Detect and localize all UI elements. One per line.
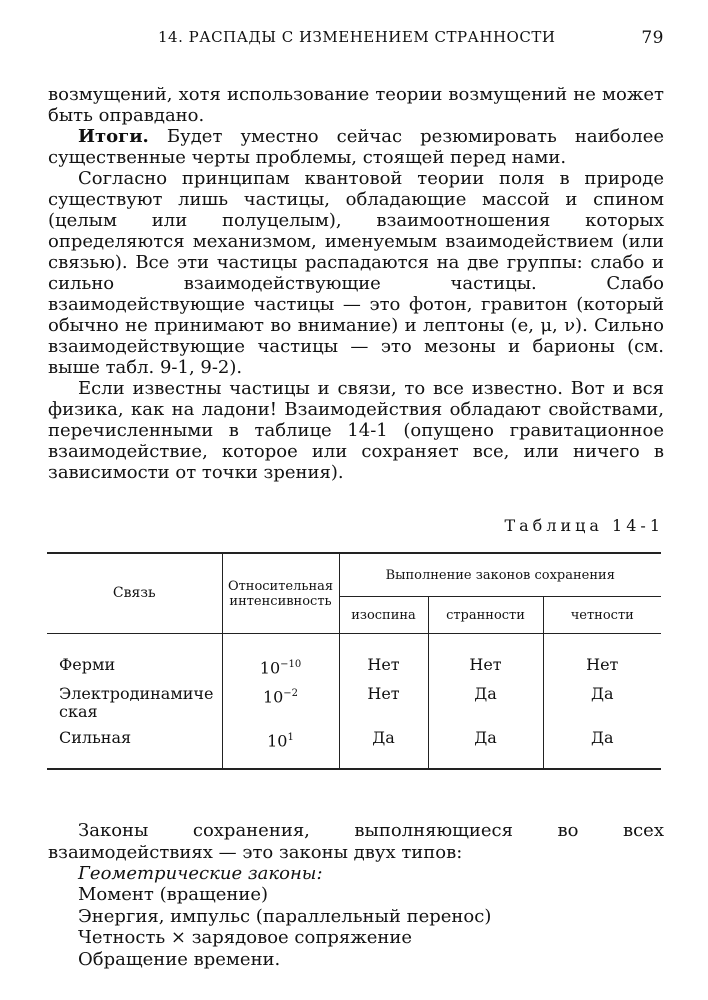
conservation-heading: Геометрические законы: bbox=[78, 863, 323, 884]
summary-heading: Итоги. bbox=[78, 126, 149, 147]
page-number: 79 bbox=[641, 28, 664, 48]
table-caption: Таблица 14-1 bbox=[504, 516, 664, 535]
running-header bbox=[48, 28, 664, 52]
paragraph-continuation: возмущений, хотя использование теории возмущений не может быть оправдано. bbox=[48, 84, 664, 126]
header-conservation: Выполнение законов сохранения bbox=[339, 554, 661, 597]
row-intensity: $10^{-10}$ bbox=[222, 634, 339, 682]
row-parity: Нет bbox=[543, 634, 661, 682]
chapter-title: 14. РАСПАДЫ С ИЗМЕНЕНИЕМ СТРАННОСТИ bbox=[158, 28, 556, 46]
conservation-intro: Законы сохранения, выполняющиеся во всех взаимодействиях — это законы двух типов: bbox=[48, 820, 664, 863]
table-row bbox=[47, 634, 661, 682]
row-parity: Да bbox=[543, 725, 661, 768]
table-row bbox=[47, 681, 661, 725]
row-isospin: Да bbox=[339, 725, 428, 768]
conservation-item: Энергия, импульс (параллельный перенос) bbox=[78, 906, 492, 927]
row-name: Сильная bbox=[59, 728, 132, 748]
row-intensity: $10^1$ bbox=[222, 725, 339, 768]
header-intensity: Относительная интенсивность bbox=[222, 554, 339, 634]
row-strangeness: Нет bbox=[428, 634, 543, 682]
row-parity: Да bbox=[543, 681, 661, 725]
conservation-item: Момент (вращение) bbox=[78, 884, 269, 905]
row-strangeness: Да bbox=[428, 725, 543, 768]
conservation-item: Четность × зарядовое сопряжение bbox=[78, 927, 413, 948]
row-name: Электродинамическая bbox=[59, 684, 214, 722]
paragraph-physics: Если известны частицы и связи, то все известно. Вот и вся физика, как на ладони! Взаимодействия обладают свойствами, перечисленными в таблице 14-1 (опущено гравитационное взаимодействие, которое или сохраняет все, или ничего в зависимости от точки зрения). bbox=[48, 378, 664, 483]
row-intensity: $10^{-2}$ bbox=[222, 681, 339, 725]
table-row bbox=[47, 725, 661, 768]
header-coupling: Связь bbox=[47, 554, 222, 634]
paragraph-summary bbox=[48, 126, 664, 168]
row-name: Ферми bbox=[59, 655, 116, 674]
header-parity: четности bbox=[543, 597, 661, 634]
row-isospin: Нет bbox=[339, 634, 428, 682]
interaction-table bbox=[47, 552, 661, 770]
conservation-item: Обращение времени. bbox=[78, 949, 281, 970]
header-isospin: изоспина bbox=[339, 597, 428, 634]
row-isospin: Нет bbox=[339, 681, 428, 725]
summary-text: Будет уместно сейчас резюмировать наиболее существенные черты проблемы, стоящей перед нами. bbox=[48, 126, 664, 168]
header-strangeness: странности bbox=[428, 597, 543, 634]
paragraph-field-theory: Согласно принципам квантовой теории поля в природе существуют лишь частицы, обладающие массой и спином (целым или полуцелым), взаимоотношения которых определяются механизмом, именуемым взаимодействием (или связью). Все эти частицы распадаются на две группы: слабо и сильно взаимодействующие частицы. Слабо взаимодействующие частицы — это фотон, гравитон (который обычно не принимают во внимание) и лептоны (e, μ, ν). Сильно взаимодействующие частицы — это мезоны и барионы (см. выше табл. 9-1, 9-2). bbox=[48, 168, 664, 378]
row-strangeness: Да bbox=[428, 681, 543, 725]
